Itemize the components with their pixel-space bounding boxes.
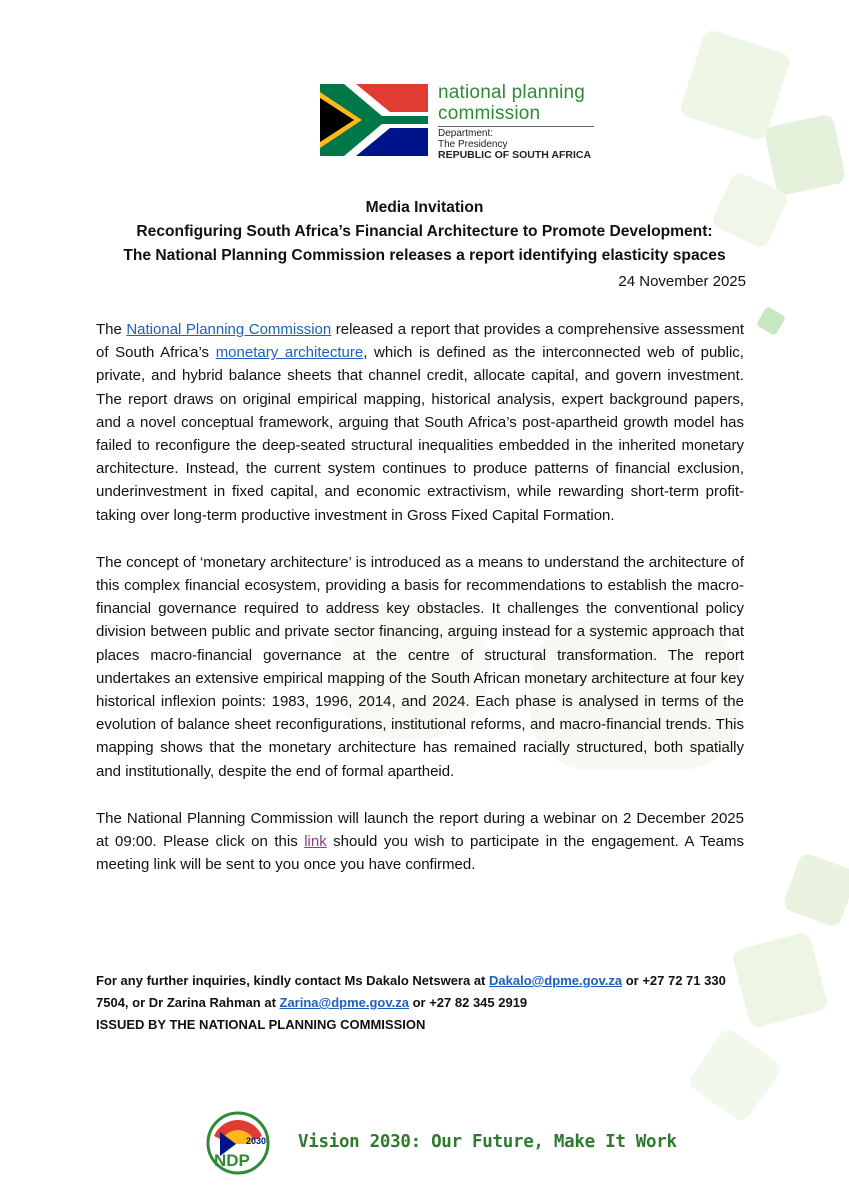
logo-divider xyxy=(438,126,594,127)
south-africa-flag-icon xyxy=(320,84,428,156)
media-invitation-label: Media Invitation xyxy=(365,199,484,216)
email-link-zarina[interactable]: Zarina@dpme.gov.za xyxy=(279,995,409,1010)
p1-text-2: released a report that provides a comprehensive assessment of South Africa’s xyxy=(96,321,745,362)
dept-line-2: The Presidency xyxy=(438,139,508,150)
npc-link[interactable]: National Planning Commission xyxy=(126,321,332,338)
department-block xyxy=(438,128,591,161)
p3-text-2: should you wish to participate in the engagement. A Teams meeting link will be sent to you once you have confirmed. xyxy=(96,833,745,874)
org-name-line-1: national planning xyxy=(438,82,586,103)
paragraph-2: The concept of ‘monetary architecture’ is introduced as a means to understand the architecture of this complex financial ecosystem, providing a basis for recommendations to establish the macro-financial governance required to address key obstacles. It challenges the conventional policy division between public and private sector financing, arguing instead for a systemic approach that places macro-financial governance at the centre of structural transformation. The report undertakes an extensive empirical mapping of the South African monetary architecture at four key historical inflexion points: 1983, 1996, 2014, and 2024. Each phase is analysed in terms of the evolution of balance sheet reconfigurations, institutional reforms, and macro-financial trends. This mapping shows that the monetary architecture has remained racially structured, both spatially and institutionally, despite the end of formal apartheid. xyxy=(96,553,744,780)
contact-text-3: or +27 82 345 2919 xyxy=(408,995,528,1010)
contact-text xyxy=(96,970,756,1014)
email-link-dakalo[interactable]: Dakalo@dpme.gov.za xyxy=(489,973,623,988)
body-text xyxy=(96,318,744,900)
p1-text-3: , which is defined as the interconnected web of public, private, and hybrid balance sheets that channel credit, allocate capital, and govern investment. The report draws on original empirical mapping, historical analysis, expert background papers, and a novel conceptual framework, arguing that South Africa’s post-apartheid growth model has failed to reconfigure the deep-seated structural inequalities embedded in the inherited monetary architecture. Instead, the current system continues to produce patterns of financial exclusion, underinvestment in fixed capital, and economic extractivism, while rewarding short-term profit-taking over long-term productive investment in Gross Fixed Capital Formation. xyxy=(96,344,744,524)
ndp-2030-logo-icon xyxy=(206,1110,270,1176)
vision-slogan: Vision 2030: Our Future, Make It Work xyxy=(298,1132,677,1152)
contact-text-1: For any further inquiries, kindly contact Ms Dakalo Netswera at xyxy=(96,973,489,988)
contact-block xyxy=(96,970,756,1036)
title-line-2: The National Planning Commission releases a report identifying elasticity spaces xyxy=(123,247,726,264)
title-block xyxy=(90,196,759,268)
paragraph-3 xyxy=(96,807,744,877)
dept-line-1: Department: xyxy=(438,128,494,139)
dept-line-3: REPUBLIC OF SOUTH AFRICA xyxy=(438,149,592,161)
org-name-line-2: commission xyxy=(438,103,541,124)
monetary-architecture-link[interactable]: monetary architecture xyxy=(215,344,364,362)
ndp-wordmark: NDP xyxy=(214,1151,250,1170)
organisation-name xyxy=(438,82,585,124)
p1-text-1: The xyxy=(96,321,127,338)
contact-text-2: or +27 72 71 330 7504, or Dr Zarina Rahman at xyxy=(96,973,726,1010)
ndp-year: 2030 xyxy=(246,1136,267,1146)
paragraph-1 xyxy=(96,318,744,527)
webinar-link[interactable]: link xyxy=(304,833,327,851)
release-date: 24 November 2025 xyxy=(618,273,746,290)
p3-text-1: The National Planning Commission will launch the report during a webinar on 2 December 2025 at 09:00. Please click on this xyxy=(96,809,744,851)
issued-by: ISSUED BY THE NATIONAL PLANNING COMMISSION xyxy=(96,1017,426,1032)
npc-logo xyxy=(320,84,610,160)
title-line-1: Reconfiguring South Africa’s Financial Architecture to Promote Development: xyxy=(136,223,713,240)
